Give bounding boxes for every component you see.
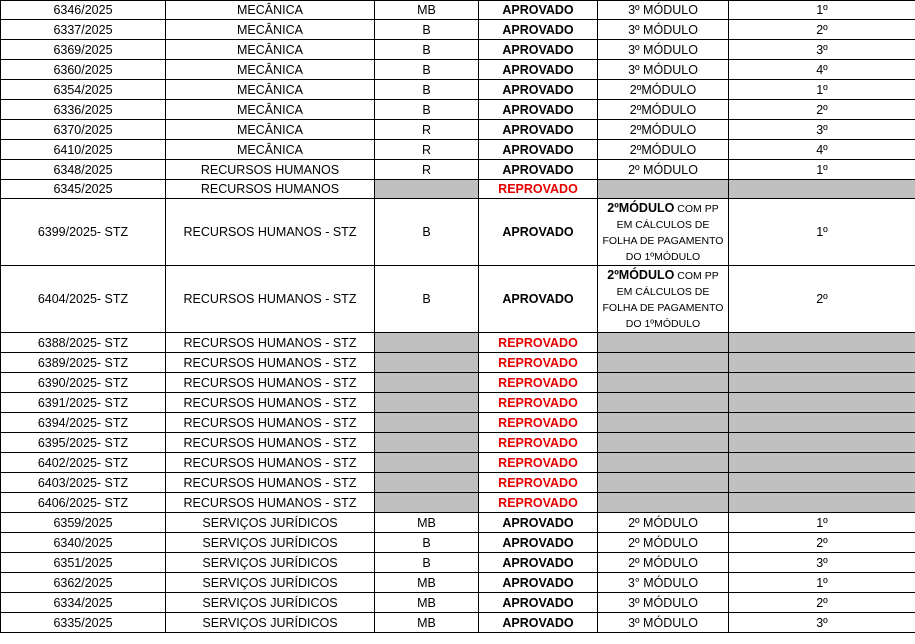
cell-grade-empty [375,333,479,353]
table-row [1,533,915,553]
cell-code: 6337/2025 [1,20,166,40]
results-table-body [1,1,915,633]
cell-module: 2º MÓDULO [598,160,729,180]
table-row [1,20,915,40]
cell-module-note [598,266,729,333]
cell-status: REPROVADO [479,413,598,433]
cell-place: 2º [729,533,915,553]
cell-grade: B [375,199,479,266]
module-note-text: COM PP EM CÁLCULOS DE FOLHA DE PAGAMENTO DO 1ºMÓDULO [602,202,724,263]
cell-code: 6410/2025 [1,140,166,160]
table-row [1,453,915,473]
cell-grade: MB [375,573,479,593]
table-row [1,393,915,413]
cell-grade-empty [375,473,479,493]
cell-grade: B [375,80,479,100]
cell-status: APROVADO [479,100,598,120]
cell-code: 6360/2025 [1,60,166,80]
cell-grade: B [375,60,479,80]
cell-module-empty [598,473,729,493]
cell-module: 2ºMÓDULO [598,120,729,140]
cell-course: SERVIÇOS JURÍDICOS [166,593,375,613]
cell-module-note [598,199,729,266]
table-row [1,120,915,140]
cell-module: 3º MÓDULO [598,40,729,60]
cell-status: APROVADO [479,199,598,266]
cell-module: 2ºMÓDULO [598,140,729,160]
table-row [1,553,915,573]
cell-course: RECURSOS HUMANOS - STZ [166,413,375,433]
cell-code: 6403/2025- STZ [1,473,166,493]
cell-status: REPROVADO [479,433,598,453]
cell-place: 1º [729,1,915,20]
table-row [1,433,915,453]
cell-place-empty [729,393,915,413]
cell-course: RECURSOS HUMANOS - STZ [166,199,375,266]
cell-place: 1º [729,199,915,266]
cell-status: APROVADO [479,553,598,573]
cell-grade: R [375,160,479,180]
cell-grade: MB [375,593,479,613]
cell-status: APROVADO [479,140,598,160]
cell-code: 6354/2025 [1,80,166,100]
cell-code: 6389/2025- STZ [1,353,166,373]
cell-status: APROVADO [479,573,598,593]
table-row [1,180,915,199]
cell-module: 3º MÓDULO [598,593,729,613]
cell-module-empty [598,393,729,413]
cell-grade-empty [375,493,479,513]
cell-module: 2ºMÓDULO [598,80,729,100]
cell-module: 2º MÓDULO [598,533,729,553]
table-row [1,199,915,266]
cell-code: 6335/2025 [1,613,166,633]
cell-place: 3º [729,120,915,140]
cell-place: 2º [729,593,915,613]
cell-status: APROVADO [479,593,598,613]
cell-course: RECURSOS HUMANOS - STZ [166,473,375,493]
table-row [1,513,915,533]
cell-grade: B [375,533,479,553]
cell-status: APROVADO [479,120,598,140]
cell-course: MECÂNICA [166,20,375,40]
table-row [1,573,915,593]
cell-code: 6402/2025- STZ [1,453,166,473]
cell-course: RECURSOS HUMANOS [166,180,375,199]
cell-status: APROVADO [479,20,598,40]
cell-module-empty [598,413,729,433]
cell-place: 3º [729,553,915,573]
cell-grade: R [375,120,479,140]
cell-course: SERVIÇOS JURÍDICOS [166,553,375,573]
cell-code: 6348/2025 [1,160,166,180]
cell-course: MECÂNICA [166,120,375,140]
table-row [1,353,915,373]
cell-grade: B [375,100,479,120]
cell-code: 6336/2025 [1,100,166,120]
cell-status: REPROVADO [479,333,598,353]
cell-code: 6362/2025 [1,573,166,593]
table-row [1,160,915,180]
cell-grade: B [375,40,479,60]
cell-place-empty [729,333,915,353]
module-note-strong: 2ºMÓDULO [607,200,675,215]
cell-grade-empty [375,180,479,199]
table-row [1,266,915,333]
cell-place: 3º [729,613,915,633]
cell-course: RECURSOS HUMANOS - STZ [166,453,375,473]
cell-module-empty [598,373,729,393]
cell-code: 6370/2025 [1,120,166,140]
cell-course: RECURSOS HUMANOS - STZ [166,353,375,373]
cell-place-empty [729,433,915,453]
cell-place: 1º [729,160,915,180]
cell-status: REPROVADO [479,473,598,493]
module-note-strong: 2ºMÓDULO [607,267,675,282]
cell-module: 3º MÓDULO [598,1,729,20]
cell-course: RECURSOS HUMANOS [166,160,375,180]
cell-grade: B [375,266,479,333]
cell-status: REPROVADO [479,493,598,513]
table-row [1,473,915,493]
cell-status: APROVADO [479,266,598,333]
cell-place-empty [729,493,915,513]
cell-grade: B [375,20,479,40]
table-row [1,100,915,120]
cell-code: 6395/2025- STZ [1,433,166,453]
cell-module: 3º MÓDULO [598,20,729,40]
cell-module-empty [598,453,729,473]
cell-status: APROVADO [479,60,598,80]
cell-code: 6369/2025 [1,40,166,60]
cell-place: 1º [729,573,915,593]
cell-course: SERVIÇOS JURÍDICOS [166,573,375,593]
table-row [1,613,915,633]
cell-grade: MB [375,1,479,20]
cell-grade: R [375,140,479,160]
cell-status: REPROVADO [479,353,598,373]
cell-status: REPROVADO [479,453,598,473]
cell-status: APROVADO [479,613,598,633]
cell-place-empty [729,373,915,393]
cell-code: 6391/2025- STZ [1,393,166,413]
cell-status: APROVADO [479,1,598,20]
cell-module-empty [598,333,729,353]
cell-module: 3º MÓDULO [598,613,729,633]
cell-module: 2º MÓDULO [598,513,729,533]
table-row [1,373,915,393]
cell-course: SERVIÇOS JURÍDICOS [166,613,375,633]
cell-module-empty [598,180,729,199]
cell-course: SERVIÇOS JURÍDICOS [166,513,375,533]
table-row [1,1,915,20]
cell-status: REPROVADO [479,373,598,393]
cell-module: 3° MÓDULO [598,573,729,593]
module-note-text: COM PP EM CÁLCULOS DE FOLHA DE PAGAMENTO DO 1ºMÓDULO [602,269,724,330]
cell-grade-empty [375,373,479,393]
cell-module: 3º MÓDULO [598,60,729,80]
cell-grade-empty [375,353,479,373]
cell-code: 6346/2025 [1,1,166,20]
cell-course: MECÂNICA [166,60,375,80]
cell-code: 6388/2025- STZ [1,333,166,353]
cell-status: APROVADO [479,80,598,100]
cell-place: 4º [729,60,915,80]
cell-place-empty [729,473,915,493]
cell-module: 2ºMÓDULO [598,100,729,120]
cell-status: APROVADO [479,160,598,180]
cell-place-empty [729,453,915,473]
cell-place-empty [729,353,915,373]
cell-course: RECURSOS HUMANOS - STZ [166,373,375,393]
cell-code: 6394/2025- STZ [1,413,166,433]
cell-place: 1º [729,513,915,533]
cell-code: 6359/2025 [1,513,166,533]
cell-code: 6340/2025 [1,533,166,553]
cell-course: RECURSOS HUMANOS - STZ [166,493,375,513]
cell-status: APROVADO [479,533,598,553]
cell-code: 6334/2025 [1,593,166,613]
cell-status: REPROVADO [479,180,598,199]
cell-code: 6399/2025- STZ [1,199,166,266]
cell-code: 6351/2025 [1,553,166,573]
table-row [1,140,915,160]
cell-grade-empty [375,433,479,453]
cell-place: 1º [729,80,915,100]
cell-code: 6345/2025 [1,180,166,199]
cell-course: RECURSOS HUMANOS - STZ [166,393,375,413]
cell-grade: B [375,553,479,573]
cell-code: 6390/2025- STZ [1,373,166,393]
table-row [1,333,915,353]
cell-course: RECURSOS HUMANOS - STZ [166,333,375,353]
cell-grade-empty [375,413,479,433]
cell-grade-empty [375,393,479,413]
cell-module-empty [598,433,729,453]
cell-grade: MB [375,513,479,533]
cell-course: MECÂNICA [166,80,375,100]
cell-module: 2º MÓDULO [598,553,729,573]
cell-place: 2º [729,266,915,333]
cell-place-empty [729,180,915,199]
table-row [1,40,915,60]
cell-course: MECÂNICA [166,140,375,160]
cell-course: RECURSOS HUMANOS - STZ [166,266,375,333]
table-row [1,493,915,513]
cell-grade: MB [375,613,479,633]
cell-status: APROVADO [479,40,598,60]
cell-place: 3º [729,40,915,60]
table-row [1,593,915,613]
cell-course: RECURSOS HUMANOS - STZ [166,433,375,453]
cell-status: APROVADO [479,513,598,533]
cell-course: MECÂNICA [166,100,375,120]
cell-place: 2º [729,20,915,40]
cell-module-empty [598,353,729,373]
cell-code: 6404/2025- STZ [1,266,166,333]
cell-course: MECÂNICA [166,1,375,20]
cell-course: SERVIÇOS JURÍDICOS [166,533,375,553]
table-row [1,60,915,80]
cell-status: REPROVADO [479,393,598,413]
table-row [1,80,915,100]
cell-course: MECÂNICA [166,40,375,60]
table-row [1,413,915,433]
cell-place: 2º [729,100,915,120]
cell-code: 6406/2025- STZ [1,493,166,513]
cell-place: 4º [729,140,915,160]
cell-module-empty [598,493,729,513]
cell-place-empty [729,413,915,433]
cell-grade-empty [375,453,479,473]
